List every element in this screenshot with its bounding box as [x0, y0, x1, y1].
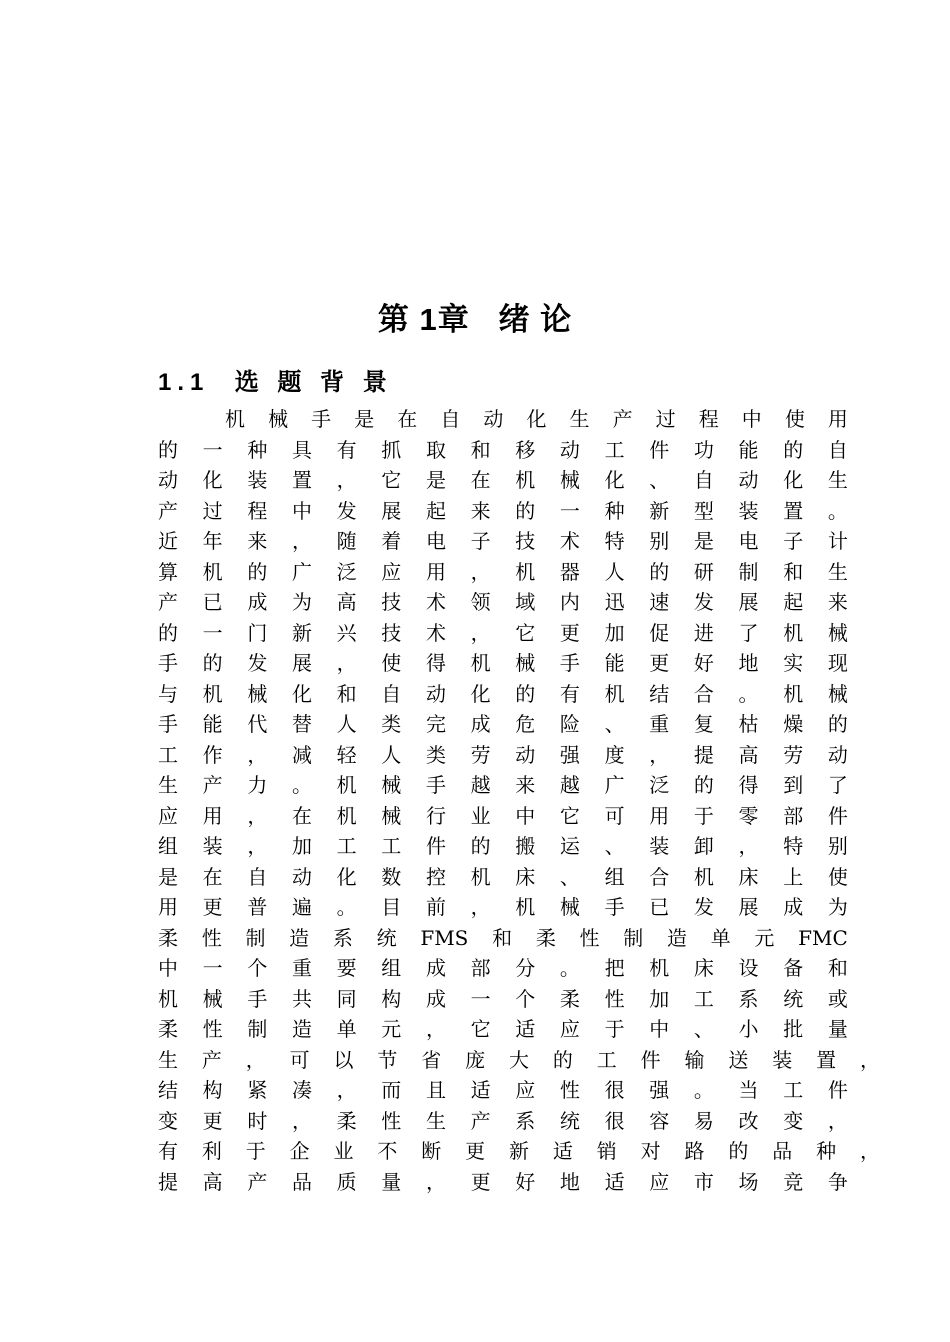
body-line: 有 利 于 企 业 不 断 更 新 适 销 对 路 的 品 种 ， — [158, 1139, 880, 1163]
body-line: 工 作 ， 减 轻 人 类 劳 动 强 度 ， 提 高 劳 动 — [158, 743, 848, 767]
body-line: 应 用 ， 在 机 械 行 业 中 它 可 用 于 零 部 件 — [158, 804, 848, 828]
body-line: 的 一 种 具 有 抓 取 和 移 动 工 件 功 能 的 自 — [158, 438, 848, 462]
body-line: 中 一 个 重 要 组 成 部 分 。 把 机 床 设 备 和 — [158, 956, 848, 980]
body-line: 柔 性 制 造 单 元 ， 它 适 应 于 中 、 小 批 量 — [158, 1017, 848, 1041]
body-line: 的 一 门 新 兴 技 术 ， 它 更 加 促 进 了 机 械 — [158, 621, 848, 645]
body-line: 产 过 程 中 发 展 起 来 的 一 种 新 型 装 置 。 — [158, 499, 848, 523]
body-line: 手 能 代 替 人 类 完 成 危 险 、 重 复 枯 燥 的 — [158, 712, 848, 736]
body-line: 组 装 ， 加 工 工 件 的 搬 运 、 装 卸 ， 特 别 — [158, 834, 848, 858]
body-line: 机 械 手 是 在 自 动 化 生 产 过 程 中 使 用 — [225, 407, 848, 431]
body-line: 变 更 时 ， 柔 性 生 产 系 统 很 容 易 改 变 ， — [158, 1109, 848, 1133]
section-title: 1.1 选 题 背 景 — [158, 369, 393, 396]
body-line: 生 产 ， 可 以 节 省 庞 大 的 工 件 输 送 装 置 ， — [158, 1048, 880, 1072]
body-line: 机 械 手 共 同 构 成 一 个 柔 性 加 工 系 统 或 — [158, 987, 848, 1011]
body-line: 用 更 普 遍 。 目 前 ， 机 械 手 已 发 展 成 为 — [158, 895, 848, 919]
body-line: 结 构 紧 凑 ， 而 且 适 应 性 很 强 。 当 工 件 — [158, 1078, 848, 1102]
body-line: 是 在 自 动 化 数 控 机 床 、 组 合 机 床 上 使 — [158, 865, 848, 889]
body-line: 动 化 装 置 ， 它 是 在 机 械 化 、 自 动 化 生 — [158, 468, 848, 492]
body-line: 柔 性 制 造 系 统 FMS 和 柔 性 制 造 单 元 FMC — [158, 926, 848, 950]
body-line: 提 高 产 品 质 量 ， 更 好 地 适 应 市 场 竞 争 — [158, 1170, 848, 1194]
body-line: 手 的 发 展 ， 使 得 机 械 手 能 更 好 地 实 现 — [158, 651, 848, 675]
chapter-title: 第 1章 绪 论 — [377, 302, 573, 337]
body-line: 与 机 械 化 和 自 动 化 的 有 机 结 合 。 机 械 — [158, 682, 848, 706]
body-line: 生 产 力 。 机 械 手 越 来 越 广 泛 的 得 到 了 — [158, 773, 848, 797]
body-line: 算 机 的 广 泛 应 用 ， 机 器 人 的 研 制 和 生 — [158, 560, 848, 584]
body-line: 近 年 来 ， 随 着 电 子 技 术 特 别 是 电 子 计 — [158, 529, 848, 553]
body-line: 产 已 成 为 高 技 术 领 域 内 迅 速 发 展 起 来 — [158, 590, 848, 614]
